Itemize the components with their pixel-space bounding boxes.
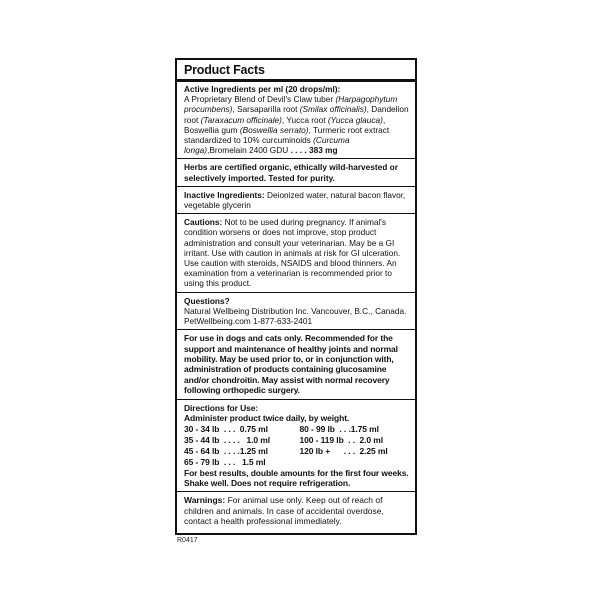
inactive-text: Deionized water, natural bacon flavor, vegetable glycerin <box>184 189 406 211</box>
cautions-text: Not to be used during pregnancy. If animal's condition worsens or does not improve, stop product administration and consult your veterinarian. May be a GI irritant. Use with caution in animals at risk for GI ulceration. Use caution with steroids, NSAIDS and blood thinners. An examination from a veterinarian is recommended prior to using this product. <box>184 217 401 289</box>
divider <box>177 329 415 330</box>
revision-code: R0417 <box>177 537 198 544</box>
product-facts-label <box>175 58 417 535</box>
divider <box>177 292 415 293</box>
dose-row: 100 - 119 lb . . 2.0 ml <box>299 434 383 445</box>
dose-row: 65 - 79 lb . . . 1.5 ml <box>184 456 266 467</box>
active-ingredients-section <box>184 84 409 155</box>
inactive-heading: Inactive Ingredients: <box>184 189 265 200</box>
divider <box>177 158 415 159</box>
warnings-text: For animal use only. Keep out of reach of children and animals. In case of accidental overdose, contact a health professional immediately. <box>184 495 384 526</box>
divider <box>177 399 415 400</box>
dose-row: 80 - 99 lb . . .1.75 ml <box>299 423 379 434</box>
divider <box>177 491 415 492</box>
questions-heading: Questions? <box>184 295 230 306</box>
dose-row: 45 - 64 lb . . . .1.25 ml <box>184 445 268 456</box>
company-address: Natural Wellbeing Distribution Inc. Vancouver, B.C., Canada. <box>184 305 407 316</box>
divider <box>177 213 415 214</box>
label-title: Product Facts <box>184 63 265 77</box>
warnings-heading: Warnings: <box>184 495 226 506</box>
usage-statement: For use in dogs and cats only. Recommended for the support and maintenance of healthy joints and normal mobility. May be used prior to, or in conjunction with, administration of products containing glucosamine and/or chondroitin. May assist with normal recovery following orthopedic surgery. <box>184 333 398 396</box>
dose-row <box>300 457 410 468</box>
dose-row: 35 - 44 lb . . . . 1.0 ml <box>184 434 271 445</box>
questions <box>184 296 409 327</box>
dose-row: 120 lb + . . . 2.25 ml <box>299 445 388 456</box>
inactive-ingredients <box>184 190 409 210</box>
dose-row: 30 - 34 lb . . . 0.75 ml <box>184 423 268 434</box>
directions-heading: Directions for Use: <box>184 402 259 413</box>
warnings <box>184 495 409 526</box>
company-contact: PetWellbeing.com 1-877-633-2401 <box>184 316 313 327</box>
directions-intro: Administer product twice daily, by weight. <box>184 413 350 424</box>
dose-table <box>184 424 409 468</box>
divider <box>177 186 415 187</box>
directions <box>184 403 409 489</box>
best-results-note: For best results, double amounts for the first four weeks. Shake well. Does not require refrigeration. <box>184 467 409 488</box>
active-ingredients-text: A Proprietary Blend of Devil's Claw tuber (Harpagophytum procumbens), Sarsaparilla root (Smilax officinalis), Dandelion root (Taraxacum officinale), Yucca root (Yucca glauca), Boswellia gum (Boswellia serrato), Turmeric root extract standardized to 10% curcuminoids (Curcuma longa),Bromelain 2400 GDU . . . . 383 mg <box>184 94 409 156</box>
cautions-heading: Cautions: <box>184 217 223 228</box>
herbs-note: Herbs are certified organic, ethically wild-harvested or selectively imported. Tested for purity. <box>184 162 398 183</box>
cautions <box>184 217 409 288</box>
title-divider <box>177 79 415 82</box>
active-amount: . . . . 383 mg <box>290 145 338 156</box>
active-ingredients-heading: Active Ingredients per ml (20 drops/ml): <box>184 84 341 94</box>
